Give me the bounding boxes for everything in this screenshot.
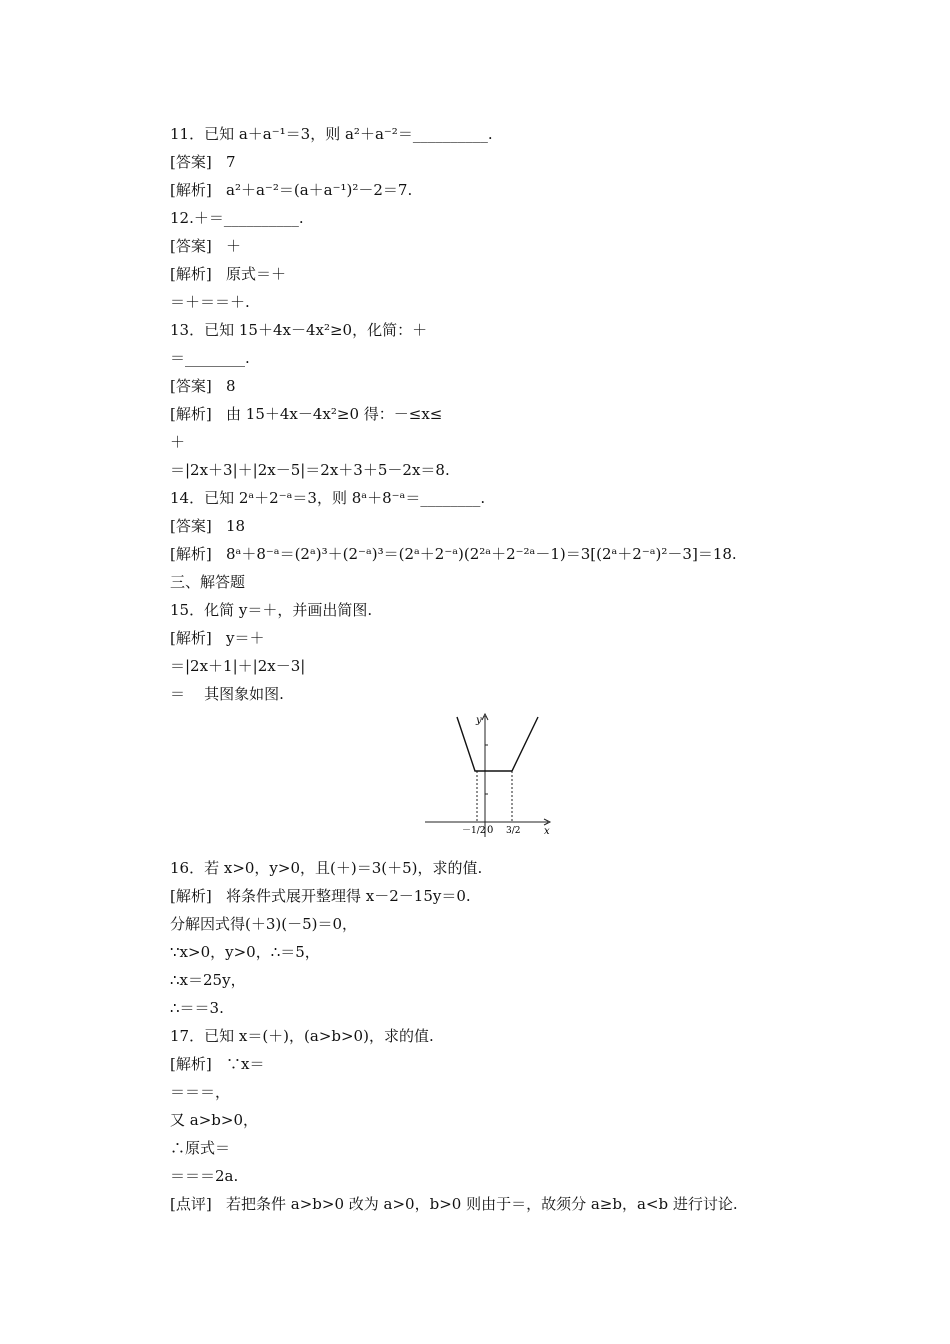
text-line: ＝＋＝＝＋. [170,293,250,311]
text-line: 17．已知 x＝(＋)，(a>b>0)，求的值. [170,1027,434,1045]
text-line: ＝|2x＋1|＋|2x－3| [170,657,306,675]
text-line: [答案] 18 [170,517,246,535]
text-line: 14．已知 2ᵃ＋2⁻ᵃ＝3，则 8ᵃ＋8⁻ᵃ＝________. [170,489,486,507]
text-line: [解析] 原式＝＋ [170,265,287,283]
text-line: [解析] 将条件式展开整理得 x－2－15y＝0. [170,887,471,905]
y-axis-label: y [476,715,482,726]
text-line: ∵x>0，y>0，∴＝5， [170,943,320,961]
right-tick-label: 3/2 [506,826,521,836]
graph-curve [457,717,538,771]
text-line: 三、解答题 [170,573,246,591]
text-line: ＝＝＝2a. [170,1167,239,1185]
text-line: ＝|2x＋3|＋|2x－5|＝2x＋3＋5－2x＝8. [170,461,450,479]
text-line: [解析] ∵x＝ [170,1055,265,1073]
text-line: [解析] y＝＋ [170,629,265,647]
text-line: 12.＋＝__________. [170,209,304,227]
text-line: 16．若 x>0，y>0，且(＋)＝3(＋5)，求的值. [170,859,483,877]
text-line: ＝________. [170,349,250,367]
text-line: [答案] 7 [170,153,236,171]
text-line: ＝＝＝， [170,1083,231,1101]
text-line: 分解因式得(＋3)(－5)＝0， [170,915,358,933]
left-tick-label: －1/2 [462,826,486,836]
text-line: [答案] ＋ [170,237,242,255]
x-axis-label: x [544,826,550,837]
text-line: ∴＝＝3. [170,999,224,1017]
text-line: [点评] 若把条件 a>b>0 改为 a>0，b>0 则由于＝，故须分 a≥b，a<b 进行讨论. [170,1195,738,1213]
text-line: [答案] 8 [170,377,236,395]
text-line: ＝ 其图象如图. [170,685,284,703]
text-line: ∴x＝25y， [170,971,246,989]
text-line: 13．已知 15＋4x－4x²≥0，化简：＋ [170,321,428,339]
text-line: [解析] a²＋a⁻²＝(a＋a⁻¹)²－2＝7. [170,181,413,199]
text-line: 又 a>b>0， [170,1111,258,1129]
origin-label: 0 [487,825,494,836]
text-line: ∴原式＝ [170,1139,231,1157]
text-line: 11．已知 a＋a⁻¹＝3，则 a²＋a⁻²＝__________. [170,125,493,143]
text-line: 15．化简 y＝＋，并画出简图. [170,601,373,619]
function-graph [420,712,560,847]
text-line: [解析] 由 15＋4x－4x²≥0 得：－≤x≤ [170,405,443,423]
text-line: ＋ [170,433,186,451]
text-line: [解析] 8ᵃ＋8⁻ᵃ＝(2ᵃ)³＋(2⁻ᵃ)³＝(2ᵃ＋2⁻ᵃ)(2²ᵃ＋2⁻²ᵃ－1)＝3[(2ᵃ＋2⁻ᵃ)²－3]＝18. [170,545,737,563]
